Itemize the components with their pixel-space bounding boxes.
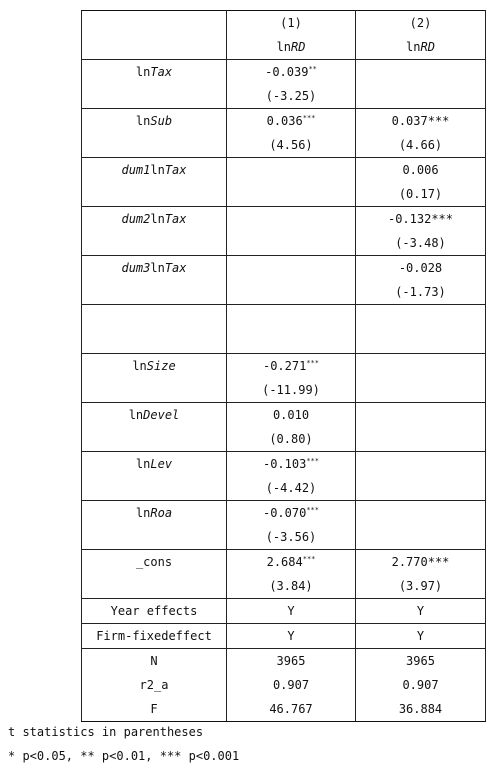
- variable-name: [82, 109, 226, 133]
- model-2-dependent-var: [356, 35, 485, 59]
- model-2-t-statistic: (0.17): [398, 187, 443, 201]
- model-1-coefficient: [227, 305, 355, 329]
- model-1-statistic: 0.907: [227, 673, 356, 697]
- statistic-label: F: [82, 697, 227, 722]
- coefficient-value: -0.028: [398, 261, 443, 275]
- variable-name: [82, 158, 226, 182]
- significance-stars: ***: [427, 555, 450, 569]
- significance-stars: ***: [431, 212, 454, 226]
- coef-row: [82, 501, 486, 550]
- significance-stars: ***: [302, 114, 316, 122]
- variable-base-name: Roa: [150, 506, 173, 520]
- model-1-fixed-effect: Y: [227, 624, 356, 649]
- model-2-t-statistic: [356, 476, 485, 500]
- model-1-coefficient: [227, 60, 355, 84]
- fixed-effect-label: Year effects: [82, 599, 227, 624]
- coefficient-value: -0.271: [262, 359, 307, 373]
- footnote-t-statistics: t statistics in parentheses: [8, 725, 204, 739]
- coef-row: [82, 354, 486, 403]
- coefficient-value: 2.684: [266, 555, 303, 569]
- regression-results-table: [81, 10, 486, 722]
- variable-ln-prefix: ln: [135, 457, 151, 471]
- model-1-coefficient: [227, 109, 355, 133]
- model-1-t-statistic: (0.80): [269, 432, 313, 446]
- coef-row: [82, 109, 486, 158]
- statistic-row: [82, 673, 486, 697]
- variable-name: [82, 256, 226, 280]
- coefficient-value: -0.103: [262, 457, 307, 471]
- model-2-cell: [356, 305, 486, 354]
- variable-spacer: [82, 329, 226, 353]
- model-1-statistic: 3965: [227, 649, 356, 674]
- variable-spacer: [82, 574, 226, 598]
- model-2-coefficient: [356, 207, 485, 231]
- model-2-cell: [356, 207, 486, 256]
- model-2-statistic: 3965: [356, 649, 486, 674]
- model-2-t-statistic: [356, 329, 485, 353]
- variable-label-cell: [82, 403, 227, 452]
- variable-label-cell: [82, 207, 227, 256]
- variable-spacer: [82, 231, 226, 255]
- significance-stars: ***: [427, 114, 450, 128]
- model-1-cell: [227, 256, 356, 305]
- model-1-cell: [227, 501, 356, 550]
- model-1-statistic: 46.767: [227, 697, 356, 722]
- variable-ln-prefix: ln: [135, 65, 151, 79]
- model-2-t-statistic: (-3.48): [395, 236, 446, 250]
- variable-label-cell: [82, 158, 227, 207]
- variable-ln-prefix: ln: [150, 212, 165, 226]
- model-2-statistic: 0.907: [356, 673, 486, 697]
- variable-spacer: [82, 280, 226, 304]
- model-1-t-statistic: (-4.42): [265, 481, 317, 495]
- model-2-cell: [356, 158, 486, 207]
- model-1-t-statistic: [227, 329, 355, 353]
- coefficient-value: -0.039: [265, 65, 309, 79]
- model-2-cell: [356, 452, 486, 501]
- header-model-1: [227, 11, 356, 60]
- model-1-coefficient: [227, 501, 355, 525]
- variable-base-name: Sub: [150, 114, 173, 128]
- coefficient-value: -0.132: [387, 212, 432, 226]
- variable-name: [82, 501, 226, 525]
- model-1-t-statistic: (-3.56): [265, 530, 317, 544]
- model-2-fixed-effect: Y: [356, 599, 486, 624]
- model-2-coefficient: [356, 256, 485, 280]
- variable-ln-prefix: ln: [132, 359, 147, 373]
- model-1-t-statistic: [227, 280, 355, 304]
- model-1-fixed-effect: Y: [227, 599, 356, 624]
- coefficient-value: 0.006: [402, 163, 439, 177]
- variable-base-name: Tax: [164, 163, 187, 177]
- fixed-effect-row: [82, 624, 486, 649]
- model-1-coefficient: [227, 354, 355, 378]
- variable-base-name: Size: [146, 359, 176, 373]
- model-2-cell: [356, 256, 486, 305]
- variable-spacer: [82, 525, 226, 549]
- fixed-effect-row: [82, 599, 486, 624]
- coef-row: [82, 452, 486, 501]
- model-2-t-statistic: (3.97): [398, 579, 443, 593]
- model-2-t-statistic: [356, 427, 485, 451]
- model-1-coefficient: [227, 158, 355, 182]
- model-1-cell: [227, 207, 356, 256]
- statistic-label: r2_a: [82, 673, 227, 697]
- model-2-coefficient: [356, 403, 485, 427]
- model-2-cell: [356, 354, 486, 403]
- model-2-cell: [356, 550, 486, 599]
- model-1-t-statistic: (-11.99): [262, 383, 320, 397]
- variable-spacer: [82, 476, 226, 500]
- coef-row: [82, 305, 486, 354]
- coef-row: [82, 256, 486, 305]
- variable-interaction-prefix: dum3: [121, 261, 151, 275]
- model-2-coefficient: [356, 109, 485, 133]
- model-1-t-statistic: (-3.25): [265, 89, 317, 103]
- model-1-coefficient: [227, 550, 355, 574]
- model-2-cell: [356, 109, 486, 158]
- statistic-label: N: [82, 649, 227, 674]
- coefficient-value: 2.770: [391, 555, 428, 569]
- model-1-cell: [227, 109, 356, 158]
- statistic-row: [82, 649, 486, 674]
- model-2-cell: [356, 60, 486, 109]
- model-2-t-statistic: (4.66): [398, 138, 443, 152]
- variable-ln-prefix: ln: [135, 114, 151, 128]
- coef-row: [82, 60, 486, 109]
- model-2-coefficient: [356, 550, 485, 574]
- variable-label-cell: [82, 305, 227, 354]
- variable-interaction-prefix: dum2: [121, 212, 151, 226]
- variable-name: [82, 305, 226, 329]
- model-2-coefficient: [356, 305, 485, 329]
- footnote-significance-levels: * p<0.05, ** p<0.01, *** p<0.001: [8, 749, 240, 763]
- significance-stars: ***: [306, 359, 319, 367]
- variable-name: [82, 60, 226, 84]
- coef-row: [82, 403, 486, 452]
- variable-label-cell: [82, 354, 227, 403]
- variable-ln-prefix: ln: [135, 506, 151, 520]
- significance-stars: ***: [306, 457, 319, 465]
- model-2-t-statistic: [356, 525, 485, 549]
- model-2-coefficient: [356, 501, 485, 525]
- fixed-effect-label: Firm-fixedeffect: [82, 624, 227, 649]
- variable-spacer: [82, 182, 226, 206]
- variable-base-name: Lev: [150, 457, 173, 471]
- variable-label-cell: [82, 452, 227, 501]
- variable-name: [82, 354, 226, 378]
- model-1-cell: [227, 158, 356, 207]
- variable-name: [82, 452, 226, 476]
- variable-name: [82, 403, 226, 427]
- model-2-t-statistic: (-1.73): [395, 285, 446, 299]
- model-1-cell: [227, 403, 356, 452]
- variable-base-name: Tax: [150, 65, 173, 79]
- variable-spacer: [82, 427, 226, 451]
- coef-row: [82, 550, 486, 599]
- variable-ln-prefix: ln: [128, 408, 144, 422]
- model-1-dependent-var: [227, 35, 355, 59]
- significance-stars: **: [308, 65, 317, 73]
- model-1-t-statistic: [227, 182, 355, 206]
- model-1-t-statistic: (4.56): [269, 138, 313, 152]
- variable-ln-prefix: _cons: [135, 555, 173, 569]
- variable-spacer: [82, 133, 226, 157]
- variable-name: [82, 207, 226, 231]
- model-1-t-statistic: (3.84): [269, 579, 313, 593]
- model-2-t-statistic: [356, 378, 485, 402]
- variable-base-name: Tax: [164, 212, 187, 226]
- variable-base-name: Tax: [164, 261, 187, 275]
- statistic-row: [82, 697, 486, 722]
- model-1-coefficient: [227, 452, 355, 476]
- model-2-number: (2): [409, 16, 432, 30]
- variable-ln-prefix: ln: [150, 163, 165, 177]
- variable-label-cell: [82, 501, 227, 550]
- model-2-statistic: 36.884: [356, 697, 486, 722]
- model-2-dv-name: RD: [420, 40, 435, 54]
- significance-stars: ***: [302, 555, 316, 563]
- coefficient-value: -0.070: [262, 506, 307, 520]
- model-1-coefficient: [227, 403, 355, 427]
- model-1-coefficient: [227, 207, 355, 231]
- variable-ln-prefix: ln: [150, 261, 165, 275]
- variable-label-cell: [82, 256, 227, 305]
- coefficient-value: 0.010: [272, 408, 310, 422]
- model-1-cell: [227, 60, 356, 109]
- regression-table-body: [82, 11, 486, 722]
- model-2-cell: [356, 403, 486, 452]
- coefficient-value: 0.036: [266, 114, 303, 128]
- model-2-coefficient: [356, 452, 485, 476]
- model-2-coefficient: [356, 354, 485, 378]
- model-1-cell: [227, 550, 356, 599]
- variable-base-name: Devel: [143, 408, 180, 422]
- model-1-cell: [227, 354, 356, 403]
- variable-spacer: [82, 378, 226, 402]
- model-1-coefficient: [227, 256, 355, 280]
- model-2-t-statistic: [356, 84, 485, 108]
- variable-name: [82, 550, 226, 574]
- variable-interaction-prefix: dum1: [121, 163, 151, 177]
- variable-label-cell: [82, 550, 227, 599]
- variable-spacer: [82, 84, 226, 108]
- model-2-fixed-effect: Y: [356, 624, 486, 649]
- variable-label-cell: [82, 109, 227, 158]
- coefficient-value: 0.037: [391, 114, 428, 128]
- significance-stars: ***: [306, 506, 319, 514]
- model-1-dv-ln: ln: [276, 40, 291, 54]
- model-2-cell: [356, 501, 486, 550]
- header-model-2: [356, 11, 486, 60]
- model-1-t-statistic: [227, 231, 355, 255]
- model-2-coefficient: [356, 60, 485, 84]
- header-row: [82, 11, 486, 60]
- coef-row: [82, 207, 486, 256]
- model-2-dv-ln: ln: [406, 40, 421, 54]
- model-1-dv-name: RD: [291, 40, 306, 54]
- model-2-coefficient: [356, 158, 485, 182]
- variable-label-cell: [82, 60, 227, 109]
- model-1-number: (1): [280, 16, 302, 30]
- coef-row: [82, 158, 486, 207]
- header-label-cell: [82, 11, 227, 60]
- model-1-cell: [227, 452, 356, 501]
- model-1-cell: [227, 305, 356, 354]
